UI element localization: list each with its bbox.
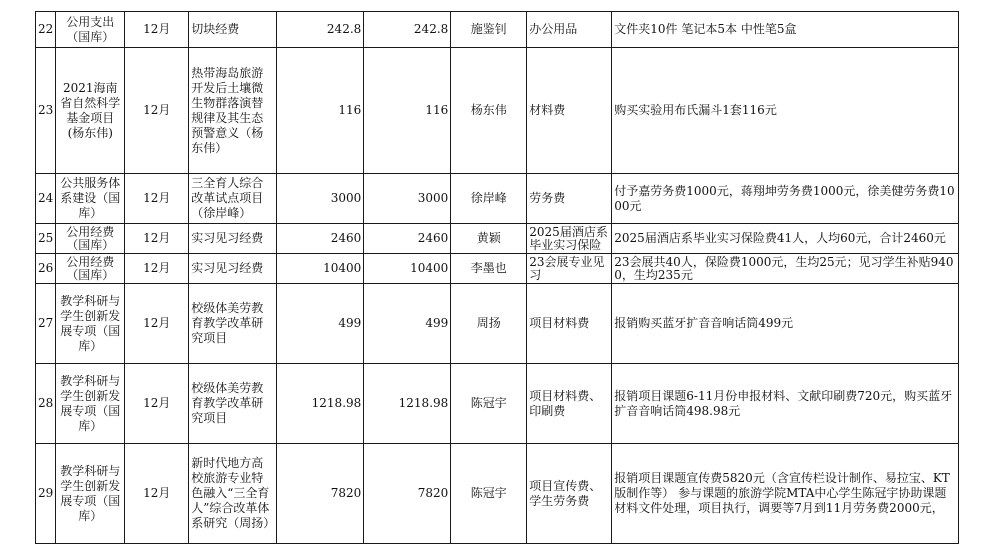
amount-cell: 10400 xyxy=(277,254,364,284)
row-number: 24 xyxy=(36,174,56,224)
amount-reimbursed-cell: 7820 xyxy=(364,444,451,544)
amount-cell: 1218.98 xyxy=(277,364,364,444)
project-source-cell: 公用经费（国库） xyxy=(56,254,125,284)
description-cell: 2025届酒店系毕业实习保险费41人，人均60元，合计2460元 xyxy=(612,224,959,254)
amount-cell: 3000 xyxy=(277,174,364,224)
person-cell: 黄颖 xyxy=(451,224,527,254)
month-cell: 12月 xyxy=(125,254,189,284)
project-source-cell: 教学科研与学生创新发展专项（国库） xyxy=(56,364,125,444)
description-cell: 付予嘉劳务费1000元，蒋翔坤劳务费1000元，徐美健劳务费1000元 xyxy=(612,174,959,224)
month-cell: 12月 xyxy=(125,364,189,444)
amount-reimbursed-cell: 116 xyxy=(364,48,451,174)
row-number: 22 xyxy=(36,12,56,48)
table-row xyxy=(36,254,959,284)
expense-type-cell: 材料费 xyxy=(527,48,612,174)
project-source-cell: 教学科研与学生创新发展专项（国库） xyxy=(56,284,125,364)
row-number: 23 xyxy=(36,48,56,174)
project-source-cell: 公用支出（国库） xyxy=(56,12,125,48)
row-number: 25 xyxy=(36,224,56,254)
month-cell: 12月 xyxy=(125,444,189,544)
project-name-cell: 新时代地方高校旅游专业特色融入“三全育人”综合改革体系研究（周扬） xyxy=(189,444,277,544)
person-cell: 李墨也 xyxy=(451,254,527,284)
table-row xyxy=(36,364,959,444)
person-cell: 陈冠宇 xyxy=(451,364,527,444)
person-cell: 周扬 xyxy=(451,284,527,364)
person-cell: 施鉴钊 xyxy=(451,12,527,48)
month-cell: 12月 xyxy=(125,174,189,224)
amount-reimbursed-cell: 242.8 xyxy=(364,12,451,48)
table-row xyxy=(36,174,959,224)
amount-reimbursed-cell: 2460 xyxy=(364,224,451,254)
amount-cell: 499 xyxy=(277,284,364,364)
row-number: 28 xyxy=(36,364,56,444)
project-source-cell: 2021海南省自然科学基金项目(杨东伟) xyxy=(56,48,125,174)
month-cell: 12月 xyxy=(125,48,189,174)
table-row xyxy=(36,444,959,544)
expense-type-cell: 23会展专业见习 xyxy=(527,254,612,284)
expense-type-cell: 办公用品 xyxy=(527,12,612,48)
row-number: 29 xyxy=(36,444,56,544)
month-cell: 12月 xyxy=(125,224,189,254)
amount-cell: 116 xyxy=(277,48,364,174)
description-cell: 购买实验用布氏漏斗1套116元 xyxy=(612,48,959,174)
amount-reimbursed-cell: 1218.98 xyxy=(364,364,451,444)
expense-type-cell: 劳务费 xyxy=(527,174,612,224)
amount-cell: 7820 xyxy=(277,444,364,544)
description-cell: 文件夹10件 笔记本5本 中性笔5盒 xyxy=(612,12,959,48)
month-cell: 12月 xyxy=(125,12,189,48)
row-number: 26 xyxy=(36,254,56,284)
person-cell: 徐岸峰 xyxy=(451,174,527,224)
amount-reimbursed-cell: 3000 xyxy=(364,174,451,224)
project-source-cell: 公共服务体系建设（国库） xyxy=(56,174,125,224)
project-source-cell: 公用经费（国库） xyxy=(56,224,125,254)
expense-type-cell: 项目材料费 xyxy=(527,284,612,364)
table-row xyxy=(36,224,959,254)
table-row xyxy=(36,48,959,174)
project-name-cell: 三全育人综合改革试点项目（徐岸峰） xyxy=(189,174,277,224)
description-cell: 报销项目课题宣传费5820元（含宣传栏设计制作、易拉宝、KT版制作等） 参与课题的旅游学院MTA中心学生陈冠宇协助课题材料文件处理，项目执行，调要等7月到11月劳务费2000元， xyxy=(612,444,959,544)
person-cell: 杨东伟 xyxy=(451,48,527,174)
project-name-cell: 校级体美劳教育教学改革研究项目 xyxy=(189,364,277,444)
person-cell: 陈冠宇 xyxy=(451,444,527,544)
project-name-cell: 热带海岛旅游开发后土壤微生物群落演替规律及其生态预警意义（杨东伟） xyxy=(189,48,277,174)
table-row xyxy=(36,284,959,364)
row-number: 27 xyxy=(36,284,56,364)
description-cell: 报销购买蓝牙扩音音响话筒499元 xyxy=(612,284,959,364)
expense-type-cell: 项目宣传费、学生劳务费 xyxy=(527,444,612,544)
project-name-cell: 切块经费 xyxy=(189,12,277,48)
project-name-cell: 实习见习经费 xyxy=(189,254,277,284)
month-cell: 12月 xyxy=(125,284,189,364)
project-source-cell: 教学科研与学生创新发展专项（国库） xyxy=(56,444,125,544)
amount-cell: 2460 xyxy=(277,224,364,254)
expense-table xyxy=(35,11,959,544)
amount-reimbursed-cell: 499 xyxy=(364,284,451,364)
description-cell: 23会展共40人，保险费1000元，生均25元；见习学生补贴9400，生均235元 xyxy=(612,254,959,284)
project-name-cell: 校级体美劳教育教学改革研究项目 xyxy=(189,284,277,364)
amount-reimbursed-cell: 10400 xyxy=(364,254,451,284)
project-name-cell: 实习见习经费 xyxy=(189,224,277,254)
amount-cell: 242.8 xyxy=(277,12,364,48)
expense-type-cell: 项目材料费、印刷费 xyxy=(527,364,612,444)
table-row xyxy=(36,12,959,48)
expense-type-cell: 2025届酒店系毕业实习保险 xyxy=(527,224,612,254)
description-cell: 报销项目课题6-11月份申报材料、文献印刷费720元，购买蓝牙扩音音响话筒498.98元 xyxy=(612,364,959,444)
